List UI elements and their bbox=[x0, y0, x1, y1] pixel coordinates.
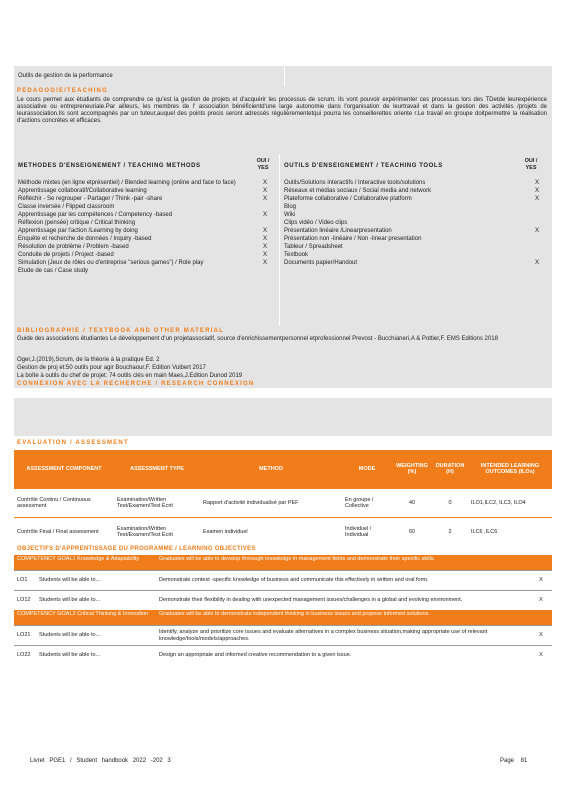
eval-cell: 2 bbox=[448, 528, 452, 535]
method-row bbox=[18, 236, 276, 243]
learning-objective-row bbox=[14, 645, 552, 665]
method-yes-mark bbox=[526, 220, 548, 227]
method-yes-mark: X bbox=[262, 244, 267, 250]
competency-goal-row bbox=[14, 555, 552, 570]
lo-text: Design an appropriate and informed creative recommendation to a given issue. bbox=[159, 652, 352, 659]
pedagogie-title: PEDAGOGIE/TEACHING bbox=[17, 88, 108, 94]
competency-goal-text: Graduates will be able to demonstrate independent thinking in business issues and propose informed solutions. bbox=[159, 611, 430, 617]
method-label: Apprentissage par l'action /Learning by doing bbox=[18, 228, 138, 234]
method-label: Réflexion (pensée) critique / Critical thinking bbox=[18, 220, 136, 226]
top-row bbox=[14, 66, 552, 86]
evaluation-title: EVALUATION / ASSESSMENT bbox=[17, 440, 129, 446]
eval-header-type: ASSESSMENT TYPE bbox=[130, 465, 184, 472]
top-row-left: Outils de gestion de la performance bbox=[18, 73, 113, 79]
method-row bbox=[18, 252, 276, 259]
eval-cell: Contrôle Final / Final assessment bbox=[17, 528, 99, 535]
method-row bbox=[284, 180, 548, 187]
learning-objective-row bbox=[14, 590, 552, 610]
bibliography-line-4: La boîte à outils du chef de projet: 74 outils clés en main Maes,J.Edition Dunod 2019 bbox=[17, 373, 243, 379]
method-yes-mark: X bbox=[534, 188, 539, 194]
eval-cell: ILO1,ILC2, ILC3, ILO4 bbox=[471, 499, 526, 506]
eval-cell: 40 bbox=[408, 499, 416, 506]
method-label: Classe inversée / Flipped classroom bbox=[18, 204, 115, 210]
method-row bbox=[18, 260, 276, 267]
method-row bbox=[18, 204, 276, 211]
method-yes-mark bbox=[526, 236, 548, 243]
lo-mark: X bbox=[539, 597, 543, 604]
method-yes-mark: X bbox=[534, 180, 539, 186]
method-row bbox=[284, 188, 548, 195]
method-label: Apprentissage par les compétences / Competency -based bbox=[18, 212, 173, 218]
method-yes-mark: X bbox=[262, 236, 267, 242]
eval-cell: En groupe / Collective bbox=[345, 496, 374, 509]
method-row bbox=[284, 252, 548, 259]
method-label: Wiki bbox=[284, 212, 296, 218]
method-yes-mark bbox=[526, 252, 548, 259]
method-row bbox=[18, 180, 276, 187]
method-yes-mark bbox=[526, 244, 548, 251]
lo-mark: X bbox=[539, 577, 543, 584]
lo-label: Students will be able to... bbox=[39, 577, 101, 584]
method-label: Simulation (Jeux de rôles ou d'entreprise "serious games") / Role play bbox=[18, 260, 204, 266]
method-row bbox=[284, 228, 548, 235]
method-row bbox=[284, 196, 548, 203]
method-label: Plateforme collaborative / Collaborative platform bbox=[284, 196, 412, 202]
lo-text: Demonstrate context -specific knowledge of business and communicate this effectively in written and oral form. bbox=[159, 577, 429, 584]
methods-divider bbox=[279, 154, 280, 326]
method-label: Etude de cas / Case study bbox=[18, 268, 89, 274]
bibliography-line-3: Gestion de proj et:50 outils pour agir Bouchaour,F. Edition Vuibert 2017 bbox=[17, 365, 206, 371]
eval-cell: Examen individuel bbox=[203, 528, 248, 535]
method-label: Documents papier/Handout bbox=[284, 260, 358, 266]
eval-cell: Individuel / Individual bbox=[345, 525, 372, 538]
method-label: Clips vidéo / Video clips bbox=[284, 220, 348, 226]
method-yes-mark bbox=[254, 268, 276, 275]
method-label: Conduite de projets / Project -based bbox=[18, 252, 114, 258]
lo-id: LO22 bbox=[17, 652, 31, 659]
lo-label: Students will be able to... bbox=[39, 632, 101, 639]
method-yes-mark bbox=[254, 204, 276, 211]
method-label: Réseaux et médias sociaux / Social media and network bbox=[284, 188, 432, 194]
method-row bbox=[284, 260, 548, 267]
method-row bbox=[18, 196, 276, 203]
eval-cell: Examination/Written Test/Examen/Test Écrit bbox=[117, 525, 173, 538]
methods-right-list bbox=[284, 180, 548, 268]
lo-label: Students will be able to... bbox=[39, 597, 101, 604]
connexion-section bbox=[14, 398, 552, 436]
eval-cell: 0 bbox=[448, 499, 452, 506]
method-row bbox=[284, 220, 548, 227]
eval-header-mode: MODE bbox=[358, 465, 376, 472]
method-yes-mark: X bbox=[262, 180, 267, 186]
evaluation-header bbox=[14, 450, 552, 488]
lo-text: Identify, analyze and prioritize core issues and evaluate alternatives in a complex business situation,making appropriate use of relevant knowledge/tools/models/approaches. bbox=[159, 629, 488, 642]
lo-id: LO21 bbox=[17, 632, 31, 639]
eval-header-ilos: INTENDED LEARNING OUTCOMES (ILOs) bbox=[480, 462, 540, 475]
method-yes-mark: X bbox=[534, 228, 539, 234]
method-row bbox=[284, 244, 548, 251]
method-yes-mark: X bbox=[262, 260, 267, 266]
lo-mark: X bbox=[539, 632, 543, 639]
eval-cell: Examination/Written Test/Examen/Test Écrit bbox=[117, 496, 173, 509]
method-yes-mark: X bbox=[262, 212, 267, 218]
method-yes-mark: X bbox=[262, 252, 267, 258]
competency-goal-text: Graduates will be able to develop thorough knowledge in management fields and demonstrate their specific skills. bbox=[159, 556, 436, 562]
pedagogie-text: Le cours permet aux étudiants de comprendre ce qu'est la gestion de projets et d'acquérir les processus de scrum. Ils vont pouvoir expérimenter ces processus lors des TDetde leurexpérience associative ou entrepreneuriale.Par ailleurs, les membres de l' association bénéficientd'une large autonomie dans l'organisation de leurtravail et dans la gestion des activités /projets de leurassociation.Ils sont accompagnés par un tuteur,auquel des points precis seront adressés régulièrementetqui pourra les conseillerettes oriente r.Le travail en groupe doitpermettre la réalisation d'actions concrètes et efficaces. bbox=[17, 97, 547, 124]
competency-goal-row bbox=[14, 610, 552, 625]
method-yes-mark: X bbox=[262, 228, 267, 234]
eval-header-weighting: WEIGHTING (%) bbox=[396, 462, 428, 475]
method-row bbox=[284, 212, 548, 219]
eval-cell: Rapport d'activité individualisé par PEF bbox=[203, 499, 299, 506]
methods-left-yes: OUI / YES bbox=[256, 158, 270, 171]
method-row bbox=[284, 204, 548, 211]
lo-label: Students will be able to... bbox=[39, 652, 101, 659]
method-yes-mark bbox=[526, 204, 548, 211]
method-label: Méthode mixtes (en ligne etprésentiel) / Blended learning (online and face to face) bbox=[18, 180, 236, 186]
methods-right-header: OUTILS D'ENSEIGNEMENT / TEACHING TOOLS bbox=[284, 163, 443, 169]
method-label: Tableur / Spreadsheet bbox=[284, 244, 343, 250]
lo-text: Demonstrate their flexibility in dealing with unexpected management issues/challenges in a global and evolving environment. bbox=[159, 597, 463, 604]
method-row bbox=[18, 228, 276, 235]
methods-left-list bbox=[18, 180, 276, 276]
lo-id: LO12 bbox=[17, 597, 31, 604]
top-row-divider bbox=[284, 66, 285, 86]
method-yes-mark: X bbox=[534, 196, 539, 202]
bibliography-title: BIBLIOGRAPHIE / TEXTBOOK AND OTHER MATERIAL bbox=[17, 328, 224, 334]
method-yes-mark: X bbox=[534, 260, 539, 266]
methods-right-yes: OUI / YES bbox=[524, 158, 538, 171]
method-row bbox=[18, 220, 276, 227]
method-row bbox=[18, 268, 276, 275]
method-yes-mark bbox=[254, 220, 276, 227]
eval-cell: ILC6 ,ILC6 bbox=[471, 528, 498, 535]
objectives-title: OBJECTIFS D'APPRENTISSAGE DU PROGRAMME / LEARNING OBJECTIVES bbox=[17, 546, 256, 552]
connexion-title: CONNEXION AVEC LA RECHERCHE / RESEARCH CONNEXION bbox=[17, 381, 255, 387]
method-yes-mark: X bbox=[262, 188, 267, 194]
method-label: Présentation linéaire /Linearpresentation bbox=[284, 228, 392, 234]
evaluation-rows bbox=[14, 488, 552, 546]
bibliography-line-1: Guide des associations étudiantes Le développement d'un projetassociatif, source d'enrichissementpersonnel etprofessionnel Prevost - Bucchianeri,A & Pottier,F. EMS Editions 2018 bbox=[17, 336, 498, 342]
method-row bbox=[284, 236, 548, 243]
methods-left-header: METHODES D'ENSEIGNEMENT / TEACHING METHODS bbox=[18, 163, 201, 169]
method-label: Apprentissage collaboratif/Collaborative learning bbox=[18, 188, 147, 194]
method-row bbox=[18, 212, 276, 219]
method-row bbox=[18, 188, 276, 195]
method-label: Résolution de problème / Problem -based bbox=[18, 244, 129, 250]
footer-left: Livret PGE1 / Student handbook 2022 -202 3 bbox=[30, 758, 171, 764]
lo-id: LO1 bbox=[17, 577, 28, 584]
competency-goal-code: COMPETENCY GOAL2 Critical Thinking & Innovation bbox=[17, 611, 149, 617]
eval-row bbox=[14, 517, 552, 546]
lo-mark: X bbox=[539, 652, 543, 659]
method-label: Enquête et recherche de données / Inquiry -based bbox=[18, 236, 152, 242]
eval-row bbox=[14, 488, 552, 517]
eval-header-component: ASSESSMENT COMPONENT bbox=[26, 465, 102, 472]
method-label: Réfléchir - Se regrouper - Partager / Think -pair -share bbox=[18, 196, 163, 202]
eval-cell: Contrôle Continu / Continuous assessment bbox=[17, 496, 91, 509]
method-label: Présentation non -linéaire / Non -linear presentation bbox=[284, 236, 422, 242]
method-yes-mark bbox=[526, 212, 548, 219]
method-label: Blog bbox=[284, 204, 297, 210]
method-row bbox=[18, 244, 276, 251]
method-label: Textbook bbox=[284, 252, 309, 258]
footer-right: Page 81 bbox=[500, 758, 528, 764]
learning-objective-row bbox=[14, 625, 552, 645]
bibliography-line-2: Oger,J.(2019),Scrum, de la théorie à la pratique Ed. 2 bbox=[17, 357, 160, 363]
eval-header-duration: DURATION (H) bbox=[435, 462, 465, 475]
competency-goal-code: COMPETENCY GOAL1 Knowledge & Adaptability bbox=[17, 556, 140, 562]
method-label: Outils/Solutions interactifs / Interactive tools/solutions bbox=[284, 180, 426, 186]
learning-objective-row bbox=[14, 570, 552, 590]
eval-cell: 60 bbox=[408, 528, 416, 535]
eval-header-method: METHOD bbox=[259, 465, 283, 472]
method-yes-mark: X bbox=[262, 196, 267, 202]
objectives-list bbox=[14, 555, 552, 665]
